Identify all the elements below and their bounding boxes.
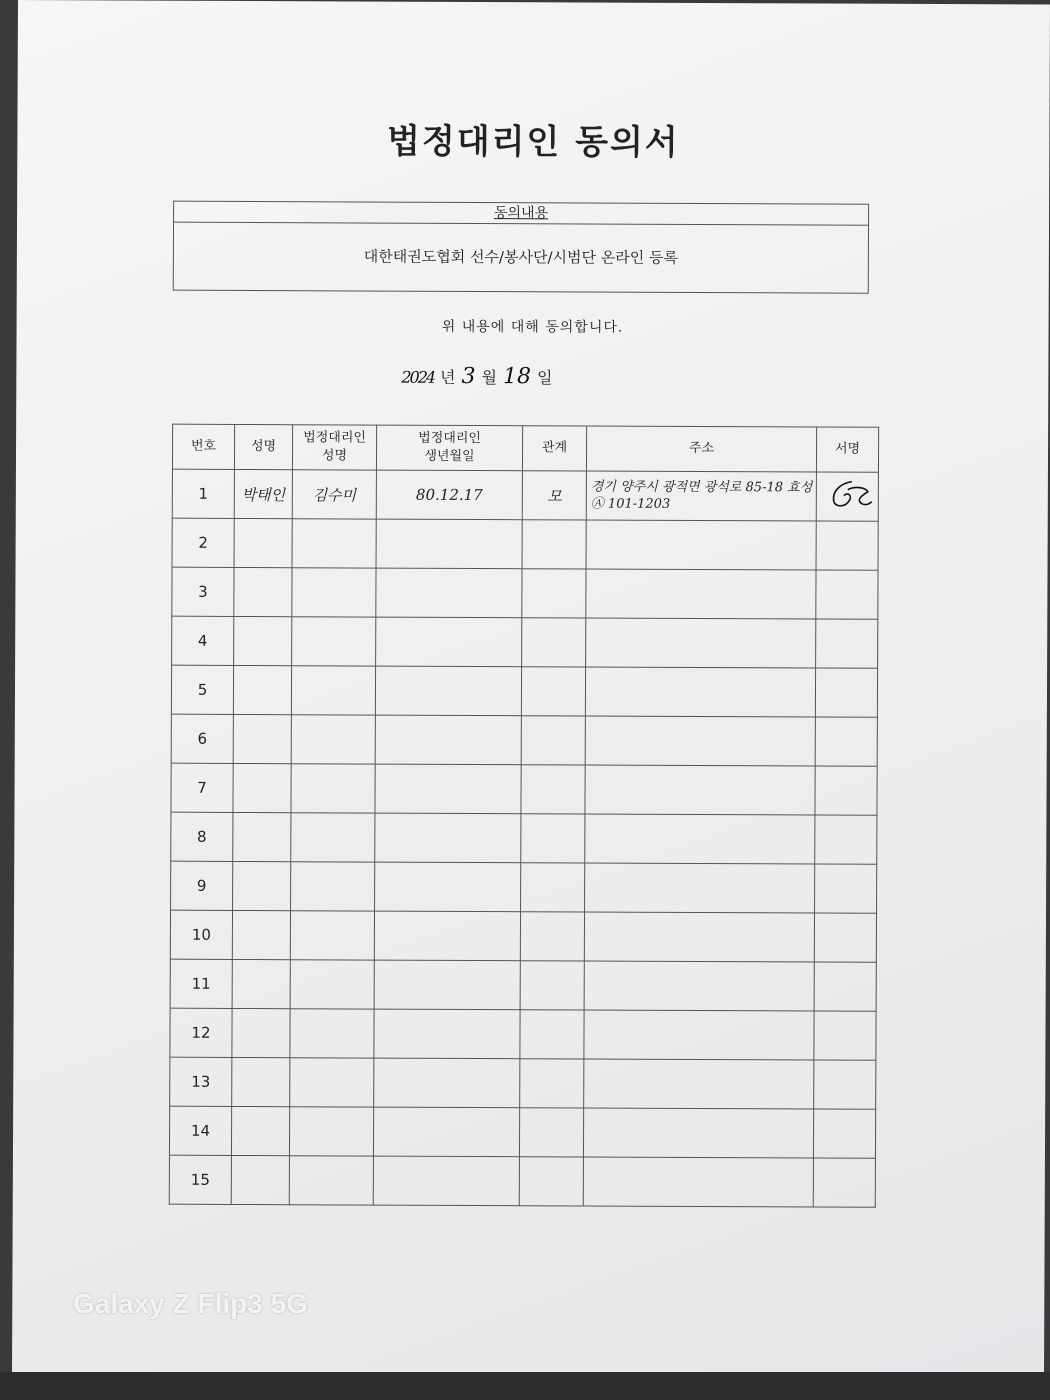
consent-section xyxy=(173,201,869,294)
cell-signature xyxy=(813,1158,875,1207)
cell-relation xyxy=(521,765,585,814)
cell-address xyxy=(584,1010,814,1060)
cell-guardian-name xyxy=(291,764,375,813)
consent-content: 대한태권도협회 선수/봉사단/시범단 온라인 등록 xyxy=(363,247,679,267)
cell-number: 15 xyxy=(169,1155,231,1204)
date-line xyxy=(401,364,552,390)
cell-name xyxy=(233,763,291,812)
table-row xyxy=(170,910,876,962)
cell-signature xyxy=(814,913,876,962)
header-signature: 서명 xyxy=(816,427,878,472)
cell-number: 4 xyxy=(172,616,234,665)
cell-name xyxy=(232,1057,290,1106)
cell-number: 14 xyxy=(169,1106,231,1155)
cell-number: 10 xyxy=(170,910,232,959)
date-month-unit: 월 xyxy=(481,368,498,388)
date-year: 2024 xyxy=(401,367,435,387)
date-day: 18 xyxy=(502,364,532,390)
cell-name xyxy=(233,714,291,763)
background-surface xyxy=(0,1372,1050,1400)
cell-guardian-name xyxy=(291,813,375,862)
cell-guardian-name xyxy=(290,1009,374,1058)
table-row xyxy=(171,812,877,864)
date-day-unit: 일 xyxy=(536,368,553,388)
cell-guardian-name xyxy=(292,519,376,568)
cell-address xyxy=(583,1108,813,1158)
cell-name xyxy=(234,567,292,616)
cell-signature xyxy=(816,619,878,668)
cell-signature xyxy=(815,668,877,717)
table-row xyxy=(172,616,878,668)
cell-guardian-birth xyxy=(375,666,521,716)
table-row xyxy=(169,1106,875,1158)
cell-relation xyxy=(519,1157,583,1206)
cell-number: 8 xyxy=(171,812,233,861)
cell-address xyxy=(585,667,815,717)
cell-guardian-birth xyxy=(375,862,521,912)
cell-guardian-name xyxy=(290,960,374,1009)
cell-guardian-birth xyxy=(376,617,522,667)
cell-guardian-name xyxy=(292,617,376,666)
cell-name xyxy=(231,1106,289,1155)
cell-address xyxy=(586,569,816,619)
cell-relation xyxy=(521,863,585,912)
cell-number: 2 xyxy=(172,518,234,567)
cell-relation xyxy=(521,814,585,863)
date-year-unit: 년 xyxy=(440,367,456,387)
cell-relation xyxy=(522,569,586,618)
cell-guardian-name xyxy=(290,911,374,960)
cell-guardian-name: 김수미 xyxy=(292,470,376,519)
cell-guardian-birth: 80.12.17 xyxy=(376,470,522,520)
table-row xyxy=(172,567,878,619)
cell-guardian-name xyxy=(291,666,375,715)
cell-guardian-birth xyxy=(375,764,521,814)
table-row xyxy=(171,763,877,815)
cell-name: 박태인 xyxy=(234,469,292,518)
cell-relation xyxy=(520,1010,584,1059)
table-row xyxy=(170,1057,876,1109)
table-row xyxy=(172,469,878,521)
cell-guardian-name xyxy=(291,862,375,911)
cell-relation xyxy=(521,667,585,716)
cell-address xyxy=(586,618,816,668)
cell-name xyxy=(234,616,292,665)
cell-guardian-birth xyxy=(374,1009,520,1059)
cell-guardian-birth xyxy=(374,1058,520,1108)
cell-relation: 모 xyxy=(522,471,586,520)
cell-address xyxy=(584,961,814,1011)
cell-guardian-name xyxy=(292,568,376,617)
cell-name xyxy=(232,959,290,1008)
header-name: 성명 xyxy=(234,424,292,469)
cell-number: 3 xyxy=(172,567,234,616)
cell-guardian-birth xyxy=(375,813,521,863)
paper-sheet xyxy=(12,0,1050,1376)
cell-guardian-birth xyxy=(376,568,522,618)
cell-guardian-birth xyxy=(374,911,520,961)
cell-guardian-birth xyxy=(373,1107,519,1157)
cell-name xyxy=(233,812,291,861)
cell-number: 5 xyxy=(171,665,233,714)
cell-signature xyxy=(814,962,876,1011)
cell-number: 13 xyxy=(170,1057,232,1106)
cell-address xyxy=(586,520,816,570)
cell-signature xyxy=(816,472,878,521)
cell-number: 9 xyxy=(171,861,233,910)
table-header-row xyxy=(172,424,878,472)
agreement-text: 위 내용에 대해 동의합니다. xyxy=(441,318,624,336)
cell-signature xyxy=(815,717,877,766)
cell-guardian-name xyxy=(289,1107,373,1156)
cell-name xyxy=(232,1008,290,1057)
cell-signature xyxy=(816,521,878,570)
cell-name xyxy=(234,518,292,567)
cell-guardian-name xyxy=(290,1058,374,1107)
cell-number: 1 xyxy=(172,469,234,518)
cell-signature xyxy=(815,766,877,815)
cell-address xyxy=(584,1059,814,1109)
cell-relation xyxy=(522,520,586,569)
cell-signature xyxy=(814,1011,876,1060)
cell-address xyxy=(585,716,815,766)
table-body xyxy=(169,469,878,1207)
cell-relation xyxy=(519,1108,583,1157)
cell-number: 12 xyxy=(170,1008,232,1057)
cell-guardian-birth xyxy=(373,1156,519,1206)
cell-number: 11 xyxy=(170,959,232,1008)
cell-name xyxy=(231,1155,289,1204)
cell-guardian-name xyxy=(291,715,375,764)
cell-relation xyxy=(520,1059,584,1108)
cell-address xyxy=(585,863,815,913)
cell-address xyxy=(584,912,814,962)
cell-name xyxy=(232,910,290,959)
table-row xyxy=(172,518,878,570)
cell-guardian-birth xyxy=(376,519,522,569)
cell-signature xyxy=(813,1109,875,1158)
cell-relation xyxy=(520,912,584,961)
table-row xyxy=(171,861,877,913)
cell-address: 경기 양주시 광적면 광석로 85-18 효성Ⓐ 101-1203 xyxy=(586,471,816,521)
header-number: 번호 xyxy=(172,424,234,469)
header-relation: 관계 xyxy=(522,426,586,471)
cell-address xyxy=(583,1157,813,1207)
cell-relation xyxy=(522,618,586,667)
cell-guardian-birth xyxy=(374,960,520,1010)
consent-header-label: 동의내용 xyxy=(493,205,549,222)
table-row xyxy=(171,714,877,766)
cell-signature xyxy=(815,864,877,913)
camera-watermark: Galaxy Z Flip3 5G xyxy=(73,1288,308,1319)
cell-guardian-birth xyxy=(375,715,521,765)
document-title: 법정대리인 동의서 xyxy=(387,121,680,163)
cell-address xyxy=(585,765,815,815)
guardian-table xyxy=(169,424,879,1208)
cell-signature xyxy=(816,570,878,619)
cell-signature xyxy=(814,1060,876,1109)
handwritten-signature-icon xyxy=(821,478,873,512)
cell-relation xyxy=(521,716,585,765)
consent-header xyxy=(174,202,868,226)
cell-name xyxy=(233,861,291,910)
cell-guardian-name xyxy=(289,1156,373,1205)
table-row xyxy=(171,665,877,717)
cell-signature xyxy=(815,815,877,864)
header-guardian-birth: 법정대리인 생년월일 xyxy=(376,425,522,471)
cell-address xyxy=(585,814,815,864)
table-row xyxy=(169,1155,875,1207)
cell-relation xyxy=(520,961,584,1010)
table-row xyxy=(170,959,876,1011)
cell-number: 7 xyxy=(171,763,233,812)
header-address: 주소 xyxy=(586,426,816,472)
cell-number: 6 xyxy=(171,714,233,763)
table-row xyxy=(170,1008,876,1060)
cell-name xyxy=(233,665,291,714)
date-month: 3 xyxy=(461,363,476,389)
header-guardian-name: 법정대리인 성명 xyxy=(292,425,376,470)
